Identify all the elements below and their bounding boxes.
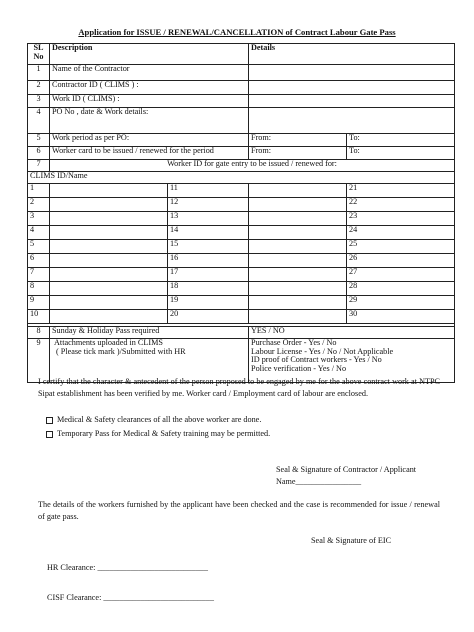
application-table (27, 43, 455, 383)
details-field[interactable] (249, 95, 455, 108)
clims-slot-number[interactable]: 24 (347, 226, 455, 240)
from-field[interactable]: From: (249, 134, 347, 147)
clims-entry[interactable] (249, 198, 347, 212)
clims-slot-number: 15 (168, 240, 249, 254)
eic-seal-label: Seal & Signature of EIC (311, 536, 392, 545)
clims-slot-number[interactable]: 28 (347, 282, 455, 296)
clims-entry[interactable] (249, 226, 347, 240)
clims-slot-number: 14 (168, 226, 249, 240)
details-header: Details (249, 44, 455, 65)
checkbox-icon[interactable] (46, 431, 53, 438)
clims-entry[interactable] (249, 296, 347, 310)
clims-slot-number: 18 (168, 282, 249, 296)
clims-entry[interactable] (50, 268, 168, 282)
attachments-line: ( Please tick mark )/Submitted with HR (56, 346, 186, 356)
clims-slot-number: 19 (168, 296, 249, 310)
clims-slot-number[interactable]: 27 (347, 268, 455, 282)
clims-entry[interactable] (249, 310, 347, 324)
clims-slot-number: 4 (28, 226, 50, 240)
name-field[interactable]: Name________________ (276, 477, 362, 486)
row-description: Name of the Contractor (50, 65, 249, 81)
clims-entry[interactable] (249, 212, 347, 226)
row-number: 2 (28, 81, 50, 95)
clims-slot-number: 5 (28, 240, 50, 254)
clims-slot-number: 11 (168, 184, 249, 198)
checkbox-medical-safety[interactable] (46, 415, 261, 424)
clims-slot-number[interactable]: 22 (347, 198, 455, 212)
checkbox-label: Temporary Pass for Medical & Safety training may be permitted. (57, 429, 271, 438)
clims-entry[interactable] (50, 198, 168, 212)
details-field[interactable] (249, 81, 455, 95)
holiday-pass-choice[interactable]: YES / NO (249, 327, 455, 339)
clims-entry[interactable] (50, 240, 168, 254)
attachment-police-verification[interactable]: Police verification - Yes / No (251, 363, 347, 373)
clims-entry[interactable] (249, 184, 347, 198)
attachments-line: Attachments uploaded in CLIMS (54, 338, 163, 347)
attachment-id-proof[interactable]: ID proof of Contract workers - Yes / No (251, 355, 382, 365)
clims-entry[interactable] (249, 240, 347, 254)
verification-text: The details of the workers furnished by the applicant have been checked and the case is recommended for issue / renewal of gate pass. (38, 500, 440, 522)
clims-entry[interactable] (50, 254, 168, 268)
clims-slot-number: 6 (28, 254, 50, 268)
clims-entry[interactable] (249, 282, 347, 296)
clims-slot-number: 20 (168, 310, 249, 324)
row-number: 4 (28, 108, 50, 134)
from-field[interactable]: From: (249, 147, 347, 160)
row-description: Sunday & Holiday Pass required (50, 327, 249, 339)
clims-entry[interactable] (50, 212, 168, 226)
clims-entry[interactable] (50, 282, 168, 296)
contractor-seal-label: Seal & Signature of Contractor / Applicant (276, 465, 417, 474)
clims-slot-number[interactable]: 25 (347, 240, 455, 254)
sl-header: SL No (28, 44, 50, 65)
clims-entry[interactable] (50, 296, 168, 310)
row-description: Work period as per PO: (50, 134, 249, 147)
to-field[interactable]: To: (347, 134, 455, 147)
to-field[interactable]: To: (347, 147, 455, 160)
hr-clearance-field[interactable]: HR Clearance: ___________________________ (47, 563, 208, 572)
row-description: Worker card to be issued / renewed for the period (50, 147, 249, 160)
row-number: 8 (28, 327, 50, 339)
attachment-purchase-order[interactable]: Purchase Order - Yes / No (251, 338, 337, 347)
clims-slot-number: 9 (28, 296, 50, 310)
row-number: 3 (28, 95, 50, 108)
clims-slot-number: 17 (168, 268, 249, 282)
row-description: Contractor ID ( CLIMS ) : (50, 81, 249, 95)
clims-slot-number: 13 (168, 212, 249, 226)
checkbox-icon[interactable] (46, 417, 53, 424)
clims-slot-number: 1 (28, 184, 50, 198)
row-description: PO No , date & Work details: (50, 108, 249, 134)
cisf-clearance-field[interactable]: CISF Clearance: ___________________________ (47, 593, 214, 602)
row-number: 1 (28, 65, 50, 81)
clims-slot-number: 3 (28, 212, 50, 226)
clims-slot-number: 7 (28, 268, 50, 282)
details-field[interactable] (249, 108, 455, 134)
clims-slot-number: 8 (28, 282, 50, 296)
certification-text: I certify that the character & antecedent of the person proposed to be engaged by me for the above contract work at NTPC Sipat establishment has been verified by me. Worker card / Employment card of labour are enclosed. (38, 377, 440, 399)
clims-entry[interactable] (50, 184, 168, 198)
row-number: 6 (28, 147, 50, 160)
clims-slot-number[interactable]: 30 (347, 310, 455, 324)
clims-id-label: CLIMS ID/Name (28, 172, 455, 184)
clims-slot-number[interactable]: 26 (347, 254, 455, 268)
attachment-labour-license[interactable]: Labour License - Yes / No / Not Applicable (251, 346, 394, 356)
checkbox-temporary-pass[interactable] (46, 429, 270, 438)
form-title: Application for ISSUE / RENEWAL/CANCELLATION of Contract Labour Gate Pass (78, 27, 396, 37)
clims-entry[interactable] (249, 268, 347, 282)
clims-slot-number: 2 (28, 198, 50, 212)
details-field[interactable] (249, 65, 455, 81)
clims-entry[interactable] (50, 226, 168, 240)
row-description: Work ID ( CLIMS) : (50, 95, 249, 108)
clims-slot-number[interactable]: 23 (347, 212, 455, 226)
row-number: 9 (28, 339, 50, 383)
clims-slot-number: 10 (28, 310, 50, 324)
clims-entry[interactable] (249, 254, 347, 268)
row-number: 7 (28, 160, 50, 172)
description-header: Description (50, 44, 249, 65)
clims-slot-number: 16 (168, 254, 249, 268)
checkbox-label: Medical & Safety clearances of all the above worker are done. (57, 415, 262, 424)
clims-slot-number: 12 (168, 198, 249, 212)
clims-entry[interactable] (50, 310, 168, 324)
row-description: Worker ID for gate entry to be issued / renewed for: (50, 160, 455, 172)
clims-slot-number[interactable]: 29 (347, 296, 455, 310)
row-number: 5 (28, 134, 50, 147)
clims-slot-number[interactable]: 21 (347, 184, 455, 198)
